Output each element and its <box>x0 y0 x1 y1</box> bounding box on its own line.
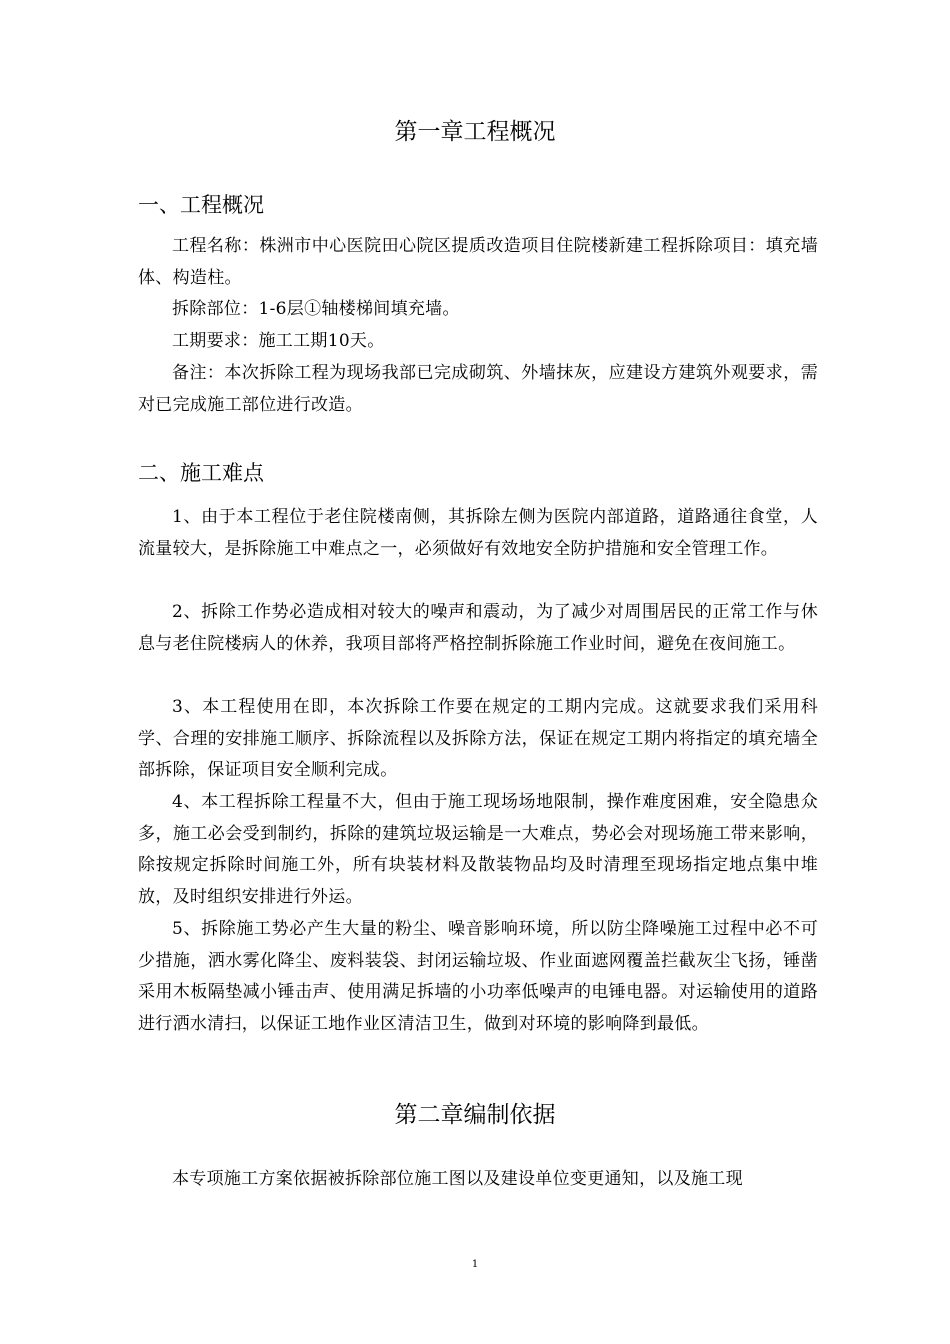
section-2-title: 二、施工难点 <box>138 461 264 485</box>
difficulty-paragraph-5: 5、拆除施工势必产生大量的粉尘、噪音影响环境，所以防尘降噪施工过程中必不可少措施，洒水雾化降尘、废料装袋、封闭运输垃圾、作业面遮网覆盖拦截灰尘飞扬，锤凿采用木板隔垫减小锤击声、使用满足拆墙的小功率低噪声的电锤电器。对运输使用的道路进行洒水清扫，以保证工地作业区清洁卫生，做到对环境的影响降到最低。 <box>138 919 818 1034</box>
difficulty-paragraph-3: 3、本工程使用在即，本次拆除工作要在规定的工期内完成。这就要求我们采用科学、合理的安排施工顺序、拆除流程以及拆除方法，保证在规定工期内将指定的填充墙全部拆除，保证项目安全顺利完成。 <box>138 697 818 780</box>
chapter-2-title: 第二章编制依据 <box>394 1102 556 1128</box>
project-name-paragraph: 工程名称：株洲市中心医院田心院区提质改造项目住院楼新建工程拆除项目：填充墙体、构造柱。 <box>138 236 818 288</box>
section-1-title: 一、工程概况 <box>138 193 264 217</box>
difficulty-paragraph-2: 2、拆除工作势必造成相对较大的噪声和震动，为了减少对周围居民的正常工作与休息与老住院楼病人的休养，我项目部将严格控制拆除施工作业时间，避免在夜间施工。 <box>138 602 818 654</box>
difficulty-paragraph-4: 4、本工程拆除工程量不大，但由于施工现场场地限制，操作难度困难，安全隐患众多，施工必会受到制约，拆除的建筑垃圾运输是一大难点，势必会对现场施工带来影响，除按规定拆除时间施工外，所有块装材料及散装物品均及时清理至现场指定地点集中堆放，及时组织安排进行外运。 <box>138 792 818 907</box>
schedule-paragraph: 工期要求：施工工期10天。 <box>172 331 385 351</box>
chapter-1-title: 第一章工程概况 <box>394 119 556 145</box>
basis-paragraph: 本专项施工方案依据被拆除部位施工图以及建设单位变更通知，以及施工现 <box>172 1169 743 1189</box>
remarks-paragraph: 备注：本次拆除工程为现场我部已完成砌筑、外墙抹灰，应建设方建筑外观要求，需对已完成施工部位进行改造。 <box>138 363 818 415</box>
difficulty-paragraph-1: 1、由于本工程位于老住院楼南侧，其拆除左侧为医院内部道路，道路通往食堂，人流量较大，是拆除施工中难点之一，必须做好有效地安全防护措施和安全管理工作。 <box>138 507 818 559</box>
demolition-location-paragraph: 拆除部位：1-6层①轴楼梯间填充墙。 <box>172 299 460 319</box>
page-number: 1 <box>471 1259 479 1270</box>
